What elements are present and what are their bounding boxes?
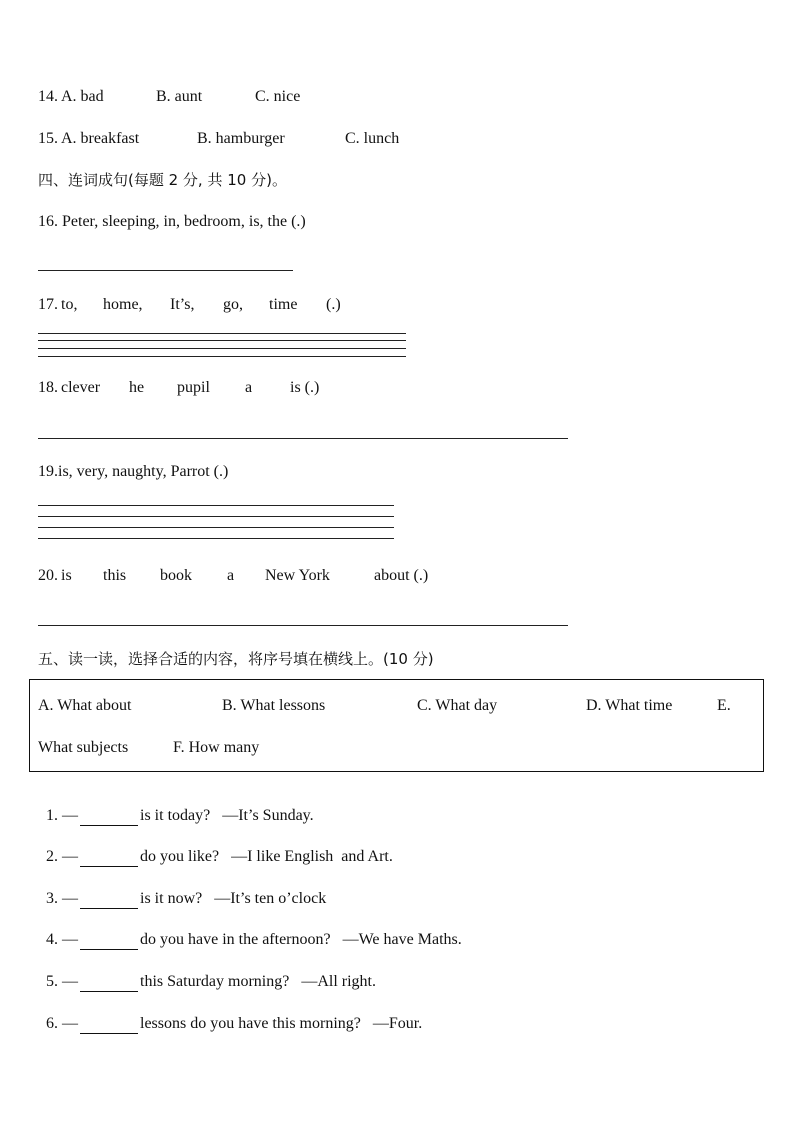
q14-option-a: A. bad (61, 88, 104, 105)
q18-word: clever (61, 379, 101, 396)
fill-item-answer: —I like English and Art. (231, 848, 393, 865)
q17-word: It’s, (170, 296, 195, 313)
fill-item-answer: —It’s ten o’clock (214, 890, 327, 907)
q20-number: 20. (38, 567, 58, 584)
q18-word: a (245, 379, 253, 396)
answer-blank[interactable] (80, 975, 138, 992)
option-e-text: What subjects (38, 739, 129, 756)
q20-word: book (160, 567, 192, 584)
q15-option-c: C. lunch (345, 130, 400, 147)
q20-word: New York (265, 567, 330, 584)
q19-answer-line[interactable] (38, 516, 394, 517)
q17-answer-line[interactable] (38, 340, 406, 341)
fill-item-1 (38, 786, 314, 826)
fill-item-answer: —It’s Sunday. (222, 807, 314, 824)
q19-answer-line[interactable] (38, 538, 394, 539)
q17-answer-line[interactable] (38, 356, 406, 357)
fill-item-answer: —Four. (372, 1015, 423, 1032)
q15-number: 15. (38, 130, 58, 147)
q20-word: is (61, 567, 72, 584)
fill-item-question: this Saturday morning? (140, 973, 290, 990)
option-a: A. What about (38, 697, 132, 714)
section-4-heading: 四、连词成句(每题 2 分, 共 10 分)。 (38, 171, 287, 189)
option-f: F. How many (173, 739, 260, 756)
answer-blank[interactable] (80, 850, 138, 867)
q16-answer-line[interactable] (38, 270, 293, 271)
fill-item-question: lessons do you have this morning? (140, 1015, 361, 1032)
fill-item-number: 1. — (46, 807, 78, 824)
q18-word: pupil (177, 379, 210, 396)
q18-word: is (.) (290, 379, 320, 396)
fill-item-5 (38, 952, 376, 992)
fill-item-3 (38, 869, 326, 909)
fill-item-number: 5. — (46, 973, 78, 990)
q18-answer-line[interactable] (38, 438, 568, 439)
q17-number: 17. (38, 296, 58, 313)
q14-option-c: C. nice (255, 88, 301, 105)
fill-item-question: is it today? (140, 807, 211, 824)
q19-prompt: 19.is, very, naughty, Parrot (.) (38, 463, 229, 480)
q17-word: time (269, 296, 298, 313)
fill-item-number: 6. — (46, 1015, 78, 1032)
q17-word: (.) (326, 296, 341, 313)
fill-item-number: 4. — (46, 931, 78, 948)
fill-item-number: 2. — (46, 848, 78, 865)
q17-word: go, (223, 296, 243, 313)
option-e-letter: E. (717, 697, 731, 714)
q14-option-b: B. aunt (156, 88, 203, 105)
answer-blank[interactable] (80, 809, 138, 826)
fill-item-question: do you like? (140, 848, 220, 865)
q17-answer-line[interactable] (38, 348, 406, 349)
answer-blank[interactable] (80, 892, 138, 909)
fill-item-answer: —All right. (301, 973, 376, 990)
fill-item-2 (38, 827, 393, 867)
q20-word: about (.) (374, 567, 429, 584)
q15-option-a: A. breakfast (61, 130, 140, 147)
q17-word: to, (61, 296, 78, 313)
fill-item-6 (38, 994, 422, 1034)
answer-blank[interactable] (80, 1017, 138, 1034)
q19-answer-line[interactable] (38, 505, 394, 506)
q18-word: he (129, 379, 145, 396)
fill-item-4 (38, 910, 462, 950)
q20-word: a (227, 567, 235, 584)
fill-item-number: 3. — (46, 890, 78, 907)
fill-item-question: do you have in the afternoon? (140, 931, 331, 948)
q14-number: 14. (38, 88, 58, 105)
option-c: C. What day (417, 697, 498, 714)
fill-item-answer: —We have Maths. (342, 931, 462, 948)
q17-word: home, (103, 296, 143, 313)
q20-word: this (103, 567, 127, 584)
answer-blank[interactable] (80, 933, 138, 950)
fill-item-question: is it now? (140, 890, 203, 907)
q15-option-b: B. hamburger (197, 130, 285, 147)
q17-answer-line[interactable] (38, 333, 406, 334)
q19-answer-line[interactable] (38, 527, 394, 528)
option-d: D. What time (586, 697, 673, 714)
q18-number: 18. (38, 379, 58, 396)
options-box (29, 679, 764, 772)
section-5-heading: 五、读一读，选择合适的内容，将序号填在横线上。(10 分) (38, 650, 434, 668)
q20-answer-line[interactable] (38, 625, 568, 626)
option-b: B. What lessons (222, 697, 326, 714)
q16-prompt: 16. Peter, sleeping, in, bedroom, is, the (.) (38, 213, 306, 230)
